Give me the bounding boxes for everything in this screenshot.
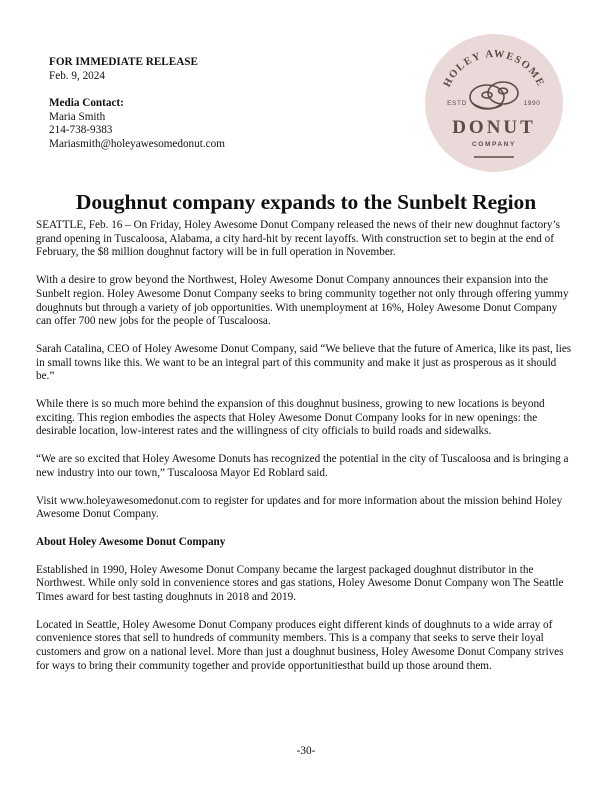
headline: Doughnut company expands to the Sunbelt Region	[75, 190, 537, 214]
body-paragraph: “We are so excited that Holey Awesome Donuts has recognized the potential in the city of Tuscaloosa and is bringing a new industry into our town,” Tuscaloosa Mayor Ed Roblard said.	[36, 453, 569, 479]
media-contact-label: Media Contact:	[49, 97, 124, 110]
contact-email: Mariasmith@holeyawesomedonut.com	[49, 137, 225, 150]
release-date: Feb. 9, 2024	[49, 69, 105, 82]
body-paragraph: SEATTLE, Feb. 16 – On Friday, Holey Awesome Donut Company released the news of their new doughnut factory’s grand opening in Tuscaloosa, Alabama, a city hard-hit by recent layoffs. With construction set to begin at the end of February, the $8 million doughnut factory will be in full operation in November.	[36, 219, 560, 259]
about-paragraph: Established in 1990, Holey Awesome Donut Company became the largest packaged doughnut distributor in the Northwest. While only sold in convenience stores and gas stations, Holey Awesome Donut Company won The Seattle Times award for best tasting doughnuts in 2018 and 2019.	[36, 563, 564, 604]
body-paragraph: With a desire to grow beyond the Northwest, Holey Awesome Donut Company announces their expansion into the Sunbelt region. Holey Awesome Donut Company seeks to bring community together not only through offering yummy doughnuts but through a variety of job opportunities. With unemployment at 16%, Holey Awesome Donut Company can offer 700 new jobs for the people of Tuscaloosa.	[36, 274, 569, 328]
release-label: FOR IMMEDIATE RELEASE	[49, 56, 198, 68]
company-logo	[424, 33, 564, 173]
logo-estd: ESTD	[447, 100, 467, 107]
logo-year: 1990	[523, 100, 541, 107]
contact-name: Maria Smith	[49, 110, 106, 123]
body-paragraph: Sarah Catalina, CEO of Holey Awesome Donut Company, said “We believe that the future of America, like its past, lies in small towns like this. We want to be an integral part of this community and make it just as prosperous as it should be.”	[36, 342, 572, 383]
about-heading: About Holey Awesome Donut Company	[36, 535, 226, 548]
logo-donut: DONUT	[452, 117, 536, 138]
body-paragraph: While there is so much more behind the expansion of this doughnut business, growing to new locations is beyond exciting. This region embodies the aspects that Holey Awesome Donut Company looks for in new openings: the desirable location, low-interest rates and the willingness of city officials to build roads and sidewalks.	[36, 398, 545, 438]
end-mark: -30-	[296, 745, 316, 757]
release-body	[36, 219, 572, 688]
body-paragraph: Visit www.holeyawesomedonut.com to register for updates and for more information about the mission behind Holey Awesome Donut Company.	[36, 494, 563, 521]
contact-phone: 214-738-9383	[49, 124, 113, 137]
release-header	[49, 56, 225, 152]
logo-arc-text: HOLEY AWESOME	[441, 48, 547, 90]
about-paragraph: Located in Seattle, Holey Awesome Donut Company produces eight different kinds of doughnuts to a wide array of convenience stores that sell to hundreds of community members. This is a company that seeks to serve their loyal customers and grow on a national level. More than just a doughnut business, Holey Awesome Donut Company strives for ways to bring their community together and provide opportunitiesthat build up those around them.	[36, 618, 564, 672]
logo-company: COMPANY	[472, 141, 516, 148]
